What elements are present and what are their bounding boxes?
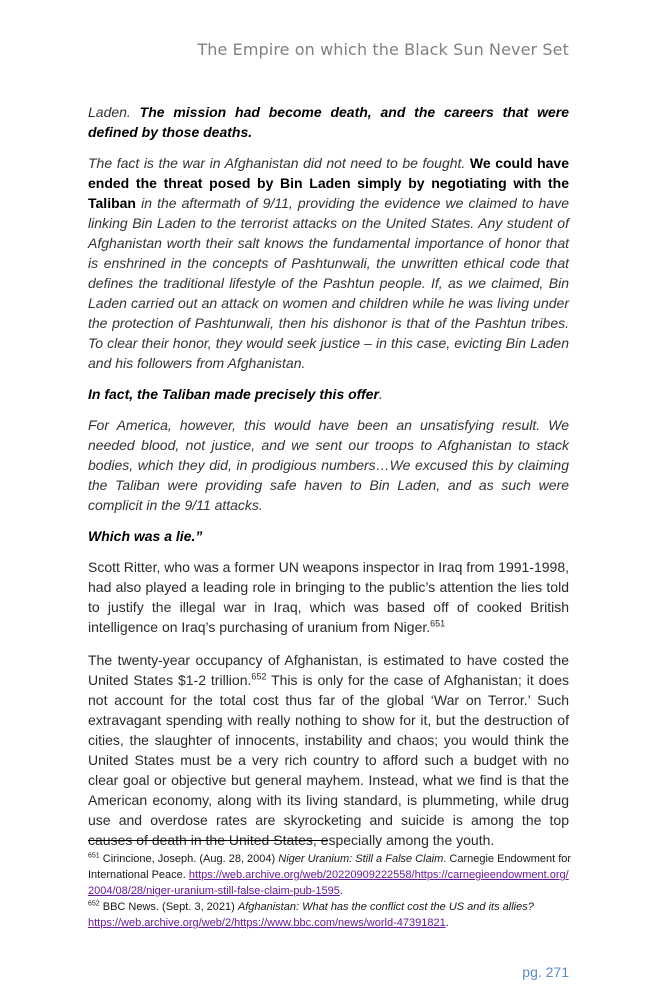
footnote-publisher: . Carnegie Endowment for International Peace. [88,853,572,881]
quote-paragraph-5: Which was a lie.” [88,528,203,544]
footnote-title: Niger Uranium: Still a False Claim [278,853,444,865]
page-body [88,102,569,850]
footnote-link[interactable]: https://web.archive.org/web/2/https://www.bbc.com/news/world-47391821 [88,917,446,929]
quote-paragraph-1 [88,102,569,142]
footnote-link[interactable]: https://web.archive.org/web/20220909222558/https://carnegieendowment.org/2004/08/28/niger-uranium-still-false-claim-pub-1595 [88,869,569,897]
footnote-number: 652 [88,900,100,908]
footnote-ref[interactable]: 652 [251,671,267,682]
quote-emphasis: In fact, the Taliban made precisely this offer [88,386,379,402]
quote-paragraph-3 [88,384,569,404]
body-paragraph-2 [88,650,569,850]
footnote-divider [88,840,328,841]
footnote-number: 651 [88,852,100,860]
quote-paragraph-4: For America, however, this would have been an unsatisfying result. We needed blood, not justice, and we sent our troops to Afghanistan to stack bodies, which they did, in prodigious numbers…We excused this by claiming the Taliban were providing safe haven to Bin Laden, and as such were complicit in the 9/11 attacks. [88,417,569,513]
quote-text: in the aftermath of 9/11, providing the evidence we claimed to have linking Bin Laden to the terrorist attacks on the United States. Any student of Afghanistan worth their salt knows the fundamental importance of honor that is enshrined in the concepts of Pashtunwali, the unwritten ethical code that defines the traditional lifestyle of the Pashtun people. If, as we claimed, Bin Laden carried out an attack on women and children while he was living under the protection of Pashtunwali, then his dishonor is that of the Pashtun tribes. To clear their honor, they would seek justice – in this case, evicting Bin Laden and his followers from Afghanistan. [88,195,570,371]
quote-text: Laden. [88,104,131,120]
quote-text: The fact is the war in Afghanistan did not need to be fought. [88,155,466,171]
footnote-652 [88,899,572,931]
footnote-651 [88,851,572,899]
footnote-ref[interactable]: 651 [430,618,446,629]
body-paragraph-1 [88,557,569,637]
quote-paragraph-2 [88,153,569,373]
footnote-author: BBC News. (Sept. 3, 2021) [102,901,235,913]
footnote-author: Cirincione, Joseph. (Aug. 28, 2004) [102,853,276,865]
footnote-period: . [445,917,449,929]
quote-emphasis: We could have ended the threat posed by Bin Laden simply by negotiating with the Taliban [88,155,569,211]
quote-text: . [378,386,383,402]
body-text: Scott Ritter, who was a former UN weapons inspector in Iraq from 1991-1998, had also played a leading role in bringing to the public’s attention the lies told to justify the illegal war in Iraq, which was based off of cooked British intelligence on Iraq’s purchasing of uranium from Niger. [88,559,569,635]
footnote-period: . [339,885,343,897]
body-text: The twenty-year occupancy of Afghanistan, is estimated to have costed the United States $1-2 trillion. [88,652,569,688]
running-header: The Empire on which the Black Sun Never Set [197,40,569,59]
page-number: pg. 271 [522,964,569,980]
footnote-title: Afghanistan: What has the conflict cost the US and its allies? [237,901,534,913]
footnotes [88,851,572,931]
quote-emphasis: The mission had become death, and the careers that were defined by those deaths. [88,104,569,140]
body-text: This is only for the case of Afghanistan; it does not account for the total cost thus far of the global ‘War on Terror.’ Such extravagant spending with really nothing to show for it, but the destruction of cities, the slaughter of innocents, instability and chaos; you would think the United States must be a very rich country to afford such a budget with no clear goal or objective but general mayhem. Instead, what we find is that the American economy, along with its living standard, is plummeting, while drug use and overdose rates are skyrocketing and suicide is among the top causes of death in the United States, especially among the youth. [88,672,569,848]
